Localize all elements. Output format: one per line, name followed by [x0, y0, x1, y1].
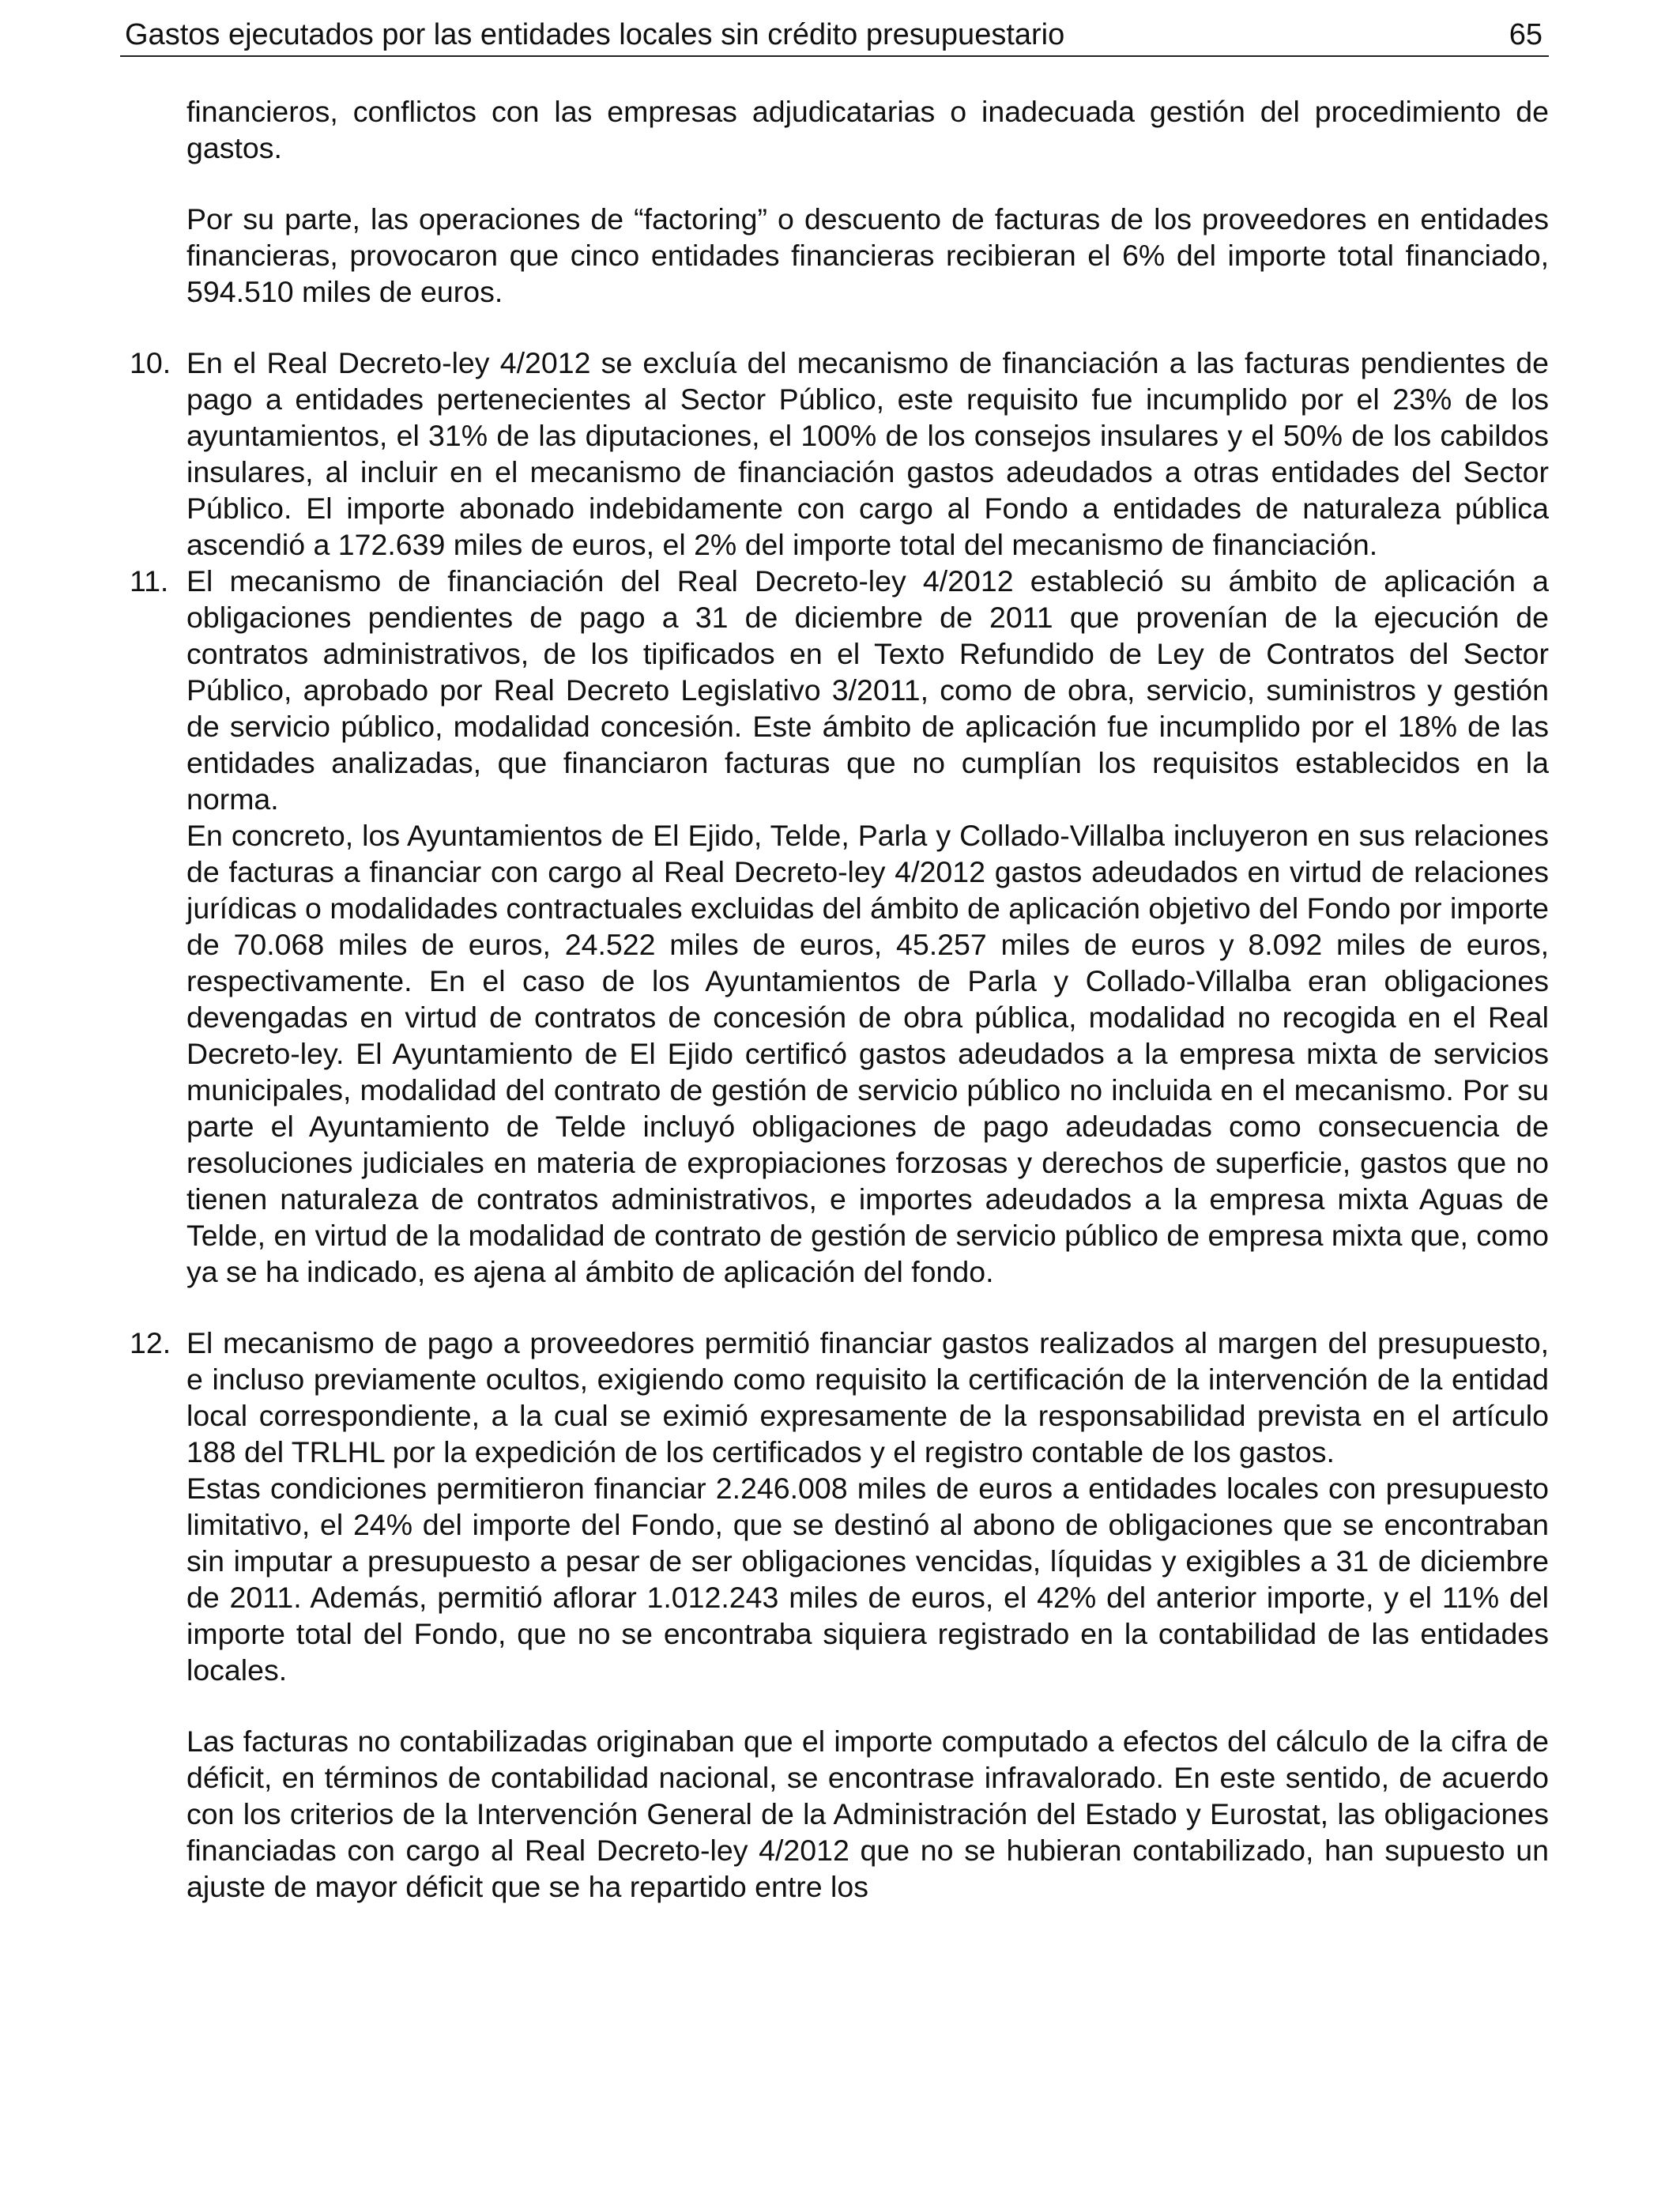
- paragraph-intro-2: Por su parte, las operaciones de “factoring” o descuento de facturas de los proveedores en entidades financieras, provocaron que cinco entidades financieras recibieran el 6% del importe total financiado, 594.510 miles de euros.: [186, 202, 1549, 308]
- item-number: 10.: [130, 346, 171, 379]
- item-number: 11.: [130, 564, 169, 598]
- page-number: 65: [1509, 18, 1543, 51]
- paragraph-intro-1: financieros, conflictos con las empresas adjudicatarias o inadecuada gestión del procedimiento de gastos.: [186, 95, 1549, 164]
- page-header: [120, 14, 1549, 57]
- numbered-item-11: [130, 563, 1549, 817]
- item-text: El mecanismo de pago a proveedores permitió financiar gastos realizados al margen del presupuesto, e incluso previamente ocultos, exigiendo como requisito la certificación de la intervención de la entidad local correspondiente, a la cual se eximió expresamente de la responsabilidad prevista en el artículo 188 del TRLHL por la expedición de los certificados y el registro contable de los gastos.: [186, 1326, 1549, 1468]
- running-title: Gastos ejecutados por las entidades locales sin crédito presupuestario: [125, 18, 1065, 51]
- paragraph-item-12-continued: Estas condiciones permitieron financiar 2.246.008 miles de euros a entidades locales con presupuesto limitativo, el 24% del importe del Fondo, que se destinó al abono de obligaciones que se encontraban sin imputar a presupuesto a pesar de ser obligaciones vencidas, líquidas y exigibles a 31 de diciembre de 2011. Además, permitió aflorar 1.012.243 miles de euros, el 42% del anterior importe, y el 11% del importe total del Fondo, que no se encontraba siquiera registrado en la contabilidad de las entidades locales.: [186, 1472, 1549, 1687]
- item-text: El mecanismo de financiación del Real Decreto-ley 4/2012 estableció su ámbito de aplicación a obligaciones pendientes de pago a 31 de diciembre de 2011 que provenían de la ejecución de contratos administrativos, de los tipificados en el Texto Refundido de Ley de Contratos del Sector Público, aprobado por Real Decreto Legislativo 3/2011, como de obra, servicio, suministros y gestión de servicio público, modalidad concesión. Este ámbito de aplicación fue incumplido por el 18% de las entidades analizadas, que financiaron facturas que no cumplían los requisitos establecidos en la norma.: [186, 564, 1549, 816]
- paragraph-item-11-continued: En concreto, los Ayuntamientos de El Ejido, Telde, Parla y Collado-Villalba incluyeron en sus relaciones de facturas a financiar con cargo al Real Decreto-ley 4/2012 gastos adeudados en virtud de relaciones jurídicas o modalidades contractuales excluidas del ámbito de aplicación objetivo del Fondo por importe de 70.068 miles de euros, 24.522 miles de euros, 45.257 miles de euros y 8.092 miles de euros, respectivamente. En el caso de los Ayuntamientos de Parla y Collado-Villalba eran obligaciones devengadas en virtud de contratos de concesión de obra pública, modalidad no recogida en el Real Decreto-ley. El Ayuntamiento de El Ejido certificó gastos adeudados a la empresa mixta de servicios municipales, modalidad del contrato de gestión de servicio público no incluida en el mecanismo. Por su parte el Ayuntamiento de Telde incluyó obligaciones de pago adeudadas como consecuencia de resoluciones judiciales en materia de expropiaciones forzosas y derechos de superficie, gastos que no tienen naturaleza de contratos administrativos, e importes adeudados a la empresa mixta Aguas de Telde, en virtud de la modalidad de contrato de gestión de servicio público de empresa mixta que, como ya se ha indicado, es ajena al ámbito de aplicación del fondo.: [186, 819, 1549, 1288]
- item-text: En el Real Decreto-ley 4/2012 se excluía del mecanismo de financiación a las facturas pendientes de pago a entidades pertenecientes al Sector Público, este requisito fue incumplido por el 23% de los ayuntamientos, el 31% de las diputaciones, el 100% de los consejos insulares y el 50% de los cabildos insulares, al incluir en el mecanismo de financiación gastos adeudados a otras entidades del Sector Público. El importe abonado indebidamente con cargo al Fondo a entidades de naturaleza pública ascendió a 172.639 miles de euros, el 2% del importe total del mecanismo de financiación.: [186, 346, 1549, 561]
- item-number: 12.: [130, 1326, 171, 1359]
- paragraph-item-12-final: Las facturas no contabilizadas originaban que el importe computado a efectos del cálculo de la cifra de déficit, en términos de contabilidad nacional, se encontrase infravalorado. En este sentido, de acuerdo con los criterios de la Intervención General de la Administración del Estado y Eurostat, las obligaciones financiadas con cargo al Real Decreto-ley 4/2012 que no se hubieran contabilizado, han supuesto un ajuste de mayor déficit que se ha repartido entre los: [186, 1725, 1549, 1903]
- numbered-item-12: [130, 1325, 1549, 1470]
- numbered-item-10: [130, 345, 1549, 563]
- body-text: [130, 93, 1549, 1940]
